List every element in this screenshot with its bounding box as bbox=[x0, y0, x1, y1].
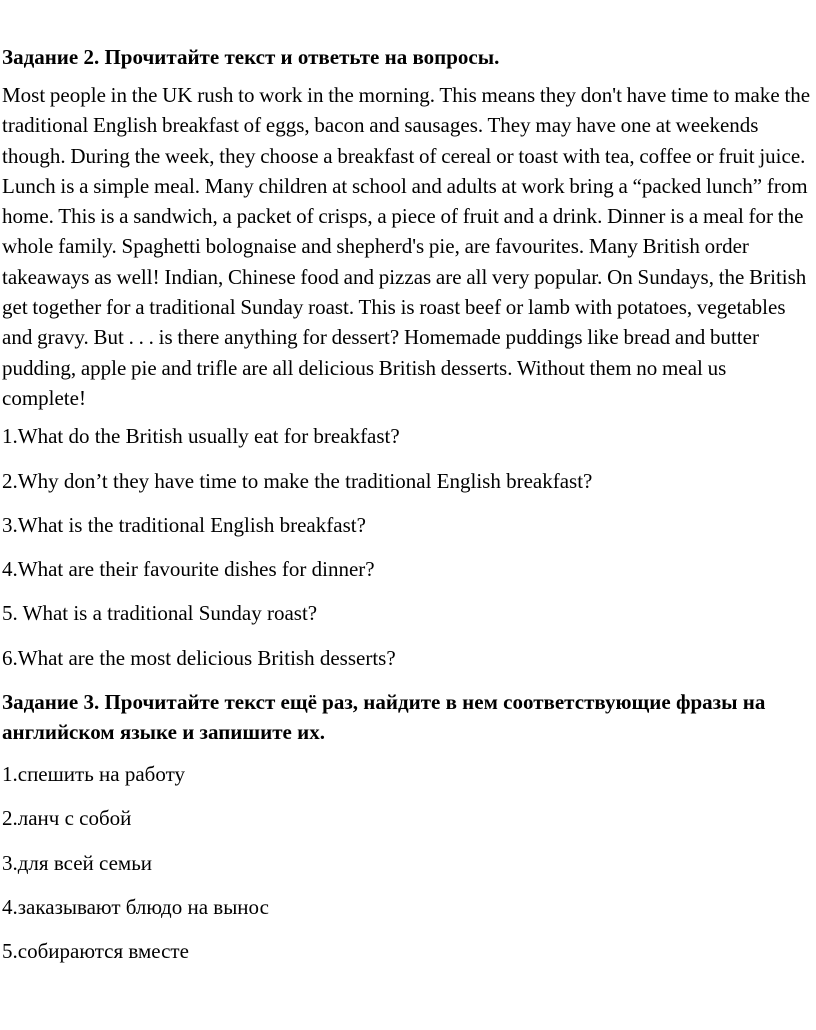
phrase-item: 2.ланч с собой bbox=[2, 806, 132, 831]
question-item: 4.What are their favourite dishes for dinner? bbox=[2, 557, 375, 582]
question-item: 1.What do the British usually eat for breakfast? bbox=[2, 424, 400, 449]
worksheet-page bbox=[2, 42, 812, 981]
question-item: 6.What are the most delicious British desserts? bbox=[2, 645, 396, 670]
question-list bbox=[2, 421, 812, 672]
phrase-list bbox=[2, 759, 812, 966]
question-item: 5. What is a traditional Sunday roast? bbox=[2, 601, 318, 626]
phrase-item: 4.заказывают блюдо на вынос bbox=[2, 894, 269, 919]
reading-text: Most people in the UK rush to work in the morning. This means they don't have time to make the traditional English breakfast of eggs, bacon and sausages. They may have one at weekends though. During the week, they choose a breakfast of cereal or toast with tea, coffee or fruit juice. Lunch is a simple meal. Many children at school and adults at work bring a “packed lunch” from home. This is a sandwich, a packet of crisps, a piece of fruit and a drink. Dinner is a meal for the whole family. Spaghetti bolognaise and shepherd's pie, are favourites. Many British order takeaways as well! Indian, Chinese food and pizzas are all very popular. On Sundays, the British get together for a traditional Sunday roast. This is roast beef or lamb with potatoes, vegetables and gravy. But . . . is there anything for dessert? Homemade puddings like bread and butter pudding, apple pie and trifle are all delicious British desserts. Without them no meal us complete! bbox=[2, 83, 811, 410]
phrase-item: 3.для всей семьи bbox=[2, 850, 153, 875]
phrase-item: 5.собираются вместе bbox=[2, 939, 189, 964]
phrase-item: 1.спешить на работу bbox=[2, 762, 185, 787]
task2-heading: Задание 2. Прочитайте текст и ответьте на вопросы. bbox=[2, 45, 500, 69]
question-item: 2.Why don’t they have time to make the traditional English breakfast? bbox=[2, 468, 593, 493]
task3-heading: Задание 3. Прочитайте текст ещё раз, найдите в нем соответствующие фразы на английском языке и запишите их. bbox=[2, 690, 766, 745]
question-item: 3.What is the traditional English breakfast? bbox=[2, 512, 366, 537]
